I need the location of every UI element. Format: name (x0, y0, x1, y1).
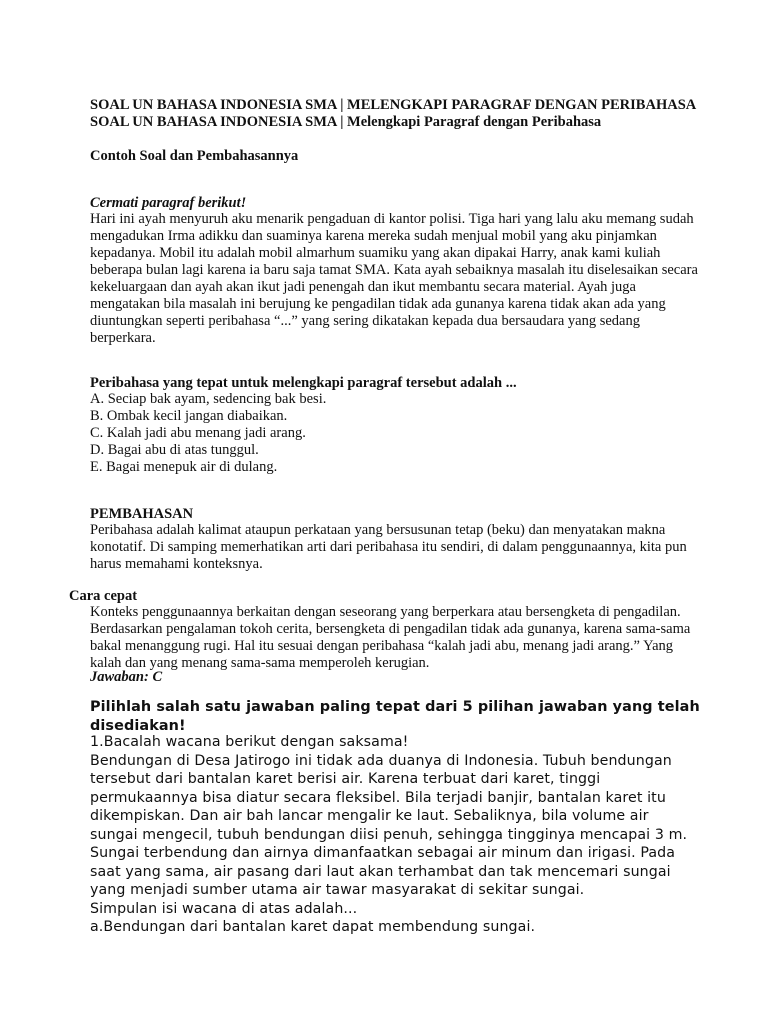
document-title: SOAL UN BAHASA INDONESIA SMA | MELENGKAPI PARAGRAF DENGAN PERIBAHASA (90, 97, 697, 113)
second-body-line: dikempiskan. Dan air bah lancar mengalir ke laut. Sebaliknya, bila volume air (90, 808, 649, 824)
answer-options (90, 391, 730, 476)
second-body-line: Simpulan isi wacana di atas adalah... (90, 900, 358, 917)
paragraph-line: beberapa bulan lagi karena ia baru saja tamat SMA. Kata ayah sebaiknya masalah itu diselesaikan secara (90, 262, 698, 278)
paragraph-line: kekeluargaan dan ayah akan ikut jadi penengah dan ikut membantu secara material. Ayah juga (90, 279, 636, 295)
second-body-line: Bendungan di Desa Jatirogo ini tidak ada duanya di Indonesia. Tubuh bendungan (90, 752, 672, 769)
second-body-line: permukaannya bisa diatur secara fleksibel. Bila terjadi banjir, bantalan karet itu (90, 789, 666, 806)
cara-line: Berdasarkan pengalaman tokoh cerita, bersengketa di pengadilan tidak ada gunanya, karena sama-sama (90, 621, 691, 637)
answer-key: Jawaban: C (90, 669, 163, 685)
second-body-line: a.Bendungan dari bantalan karet dapat membendung sungai. (90, 919, 536, 935)
option-c: C. Kalah jadi abu menang jadi arang. (90, 425, 306, 441)
paragraph-instruction: Cermati paragraf berikut! (90, 195, 247, 211)
reading-paragraph (90, 211, 730, 347)
option-e: E. Bagai menepuk air di dulang. (90, 459, 278, 475)
pembahasan-line: konotatif. Di samping memerhatikan arti dari peribahasa itu sendiri, di dalam penggunaannya, kita pun (90, 539, 687, 555)
paragraph-line: Hari ini ayah menyuruh aku menarik pengaduan di kantor polisi. Tiga hari yang lalu aku memang sudah (90, 211, 694, 227)
second-body-line: Sungai terbendung dan airnya dimanfaatkan sebagai air minum dan irigasi. Pada (90, 845, 676, 861)
paragraph-line: diuntungkan seperti peribahasa “...” yang sering dikatakan kepada dua bersaudara yang sedang (90, 313, 640, 329)
second-heading-line: Pilihlah salah satu jawaban paling tepat dari 5 pilihan jawaban yang telah (90, 699, 700, 715)
option-d: D. Bagai abu di atas tunggul. (90, 442, 259, 458)
second-body-line: 1.Bacalah wacana berikut dengan saksama! (90, 734, 409, 750)
cara-cepat-heading: Cara cepat (69, 588, 138, 604)
pembahasan-line: Peribahasa adalah kalimat ataupun perkataan yang bersusunan tetap (beku) dan menyatakan makna (90, 522, 666, 538)
paragraph-line: kepadanya. Mobil itu adalah mobil almarhum suamiku yang akan dipakai Harry, anak kami kuliah (90, 245, 661, 261)
paragraph-line: berperkara. (90, 330, 156, 346)
second-body-line: saat yang sama, air pasang dari laut akan terhambat dan tak mencemari sungai (90, 863, 671, 880)
document-title-secondary: SOAL UN BAHASA INDONESIA SMA | Melengkapi Paragraf dengan Peribahasa (90, 114, 602, 130)
pembahasan-heading: PEMBAHASAN (90, 506, 194, 522)
second-heading-line: disediakan! (90, 717, 186, 734)
paragraph-line: mengadukan Irma adikku dan suaminya karena mereka sudah menjual mobil yang aku pinjamkan (90, 228, 657, 244)
document-subtitle: Contoh Soal dan Pembahasannya (90, 148, 299, 164)
option-b: B. Ombak kecil jangan diabaikan. (90, 408, 288, 424)
pembahasan-line: harus memahami konteksnya. (90, 556, 263, 572)
option-a: A. Seciap bak ayam, sedencing bak besi. (90, 391, 327, 407)
cara-cepat-text (90, 604, 730, 672)
second-section-heading (90, 698, 710, 735)
cara-line: Konteks penggunaannya berkaitan dengan seseorang yang berperkara atau bersengketa di pengadilan. (90, 604, 681, 620)
second-body-line: sungai mengecil, tubuh bendungan diisi penuh, sehingga tingginya mencapai 3 m. (90, 826, 688, 843)
second-section-body (90, 733, 720, 937)
paragraph-line: mengatakan bila masalah ini berujung ke pengadilan tidak ada gunanya karena tidak akan ada yang (90, 296, 666, 312)
cara-line: kalah dan yang menang sama-sama memperoleh kerugian. (90, 655, 430, 671)
second-body-line: yang menjadi sumber utama air tawar masyarakat di sekitar sungai. (90, 882, 585, 898)
pembahasan-text (90, 522, 730, 573)
second-body-line: tersebut dari bantalan karet berisi air. Karena terbuat dari karet, tinggi (90, 771, 601, 787)
cara-line: bakal menanggung rugi. Hal itu sesuai dengan peribahasa “kalah jadi abu, menang jadi arang.” Yang (90, 638, 674, 654)
question-text: Peribahasa yang tepat untuk melengkapi paragraf tersebut adalah ... (90, 375, 517, 391)
